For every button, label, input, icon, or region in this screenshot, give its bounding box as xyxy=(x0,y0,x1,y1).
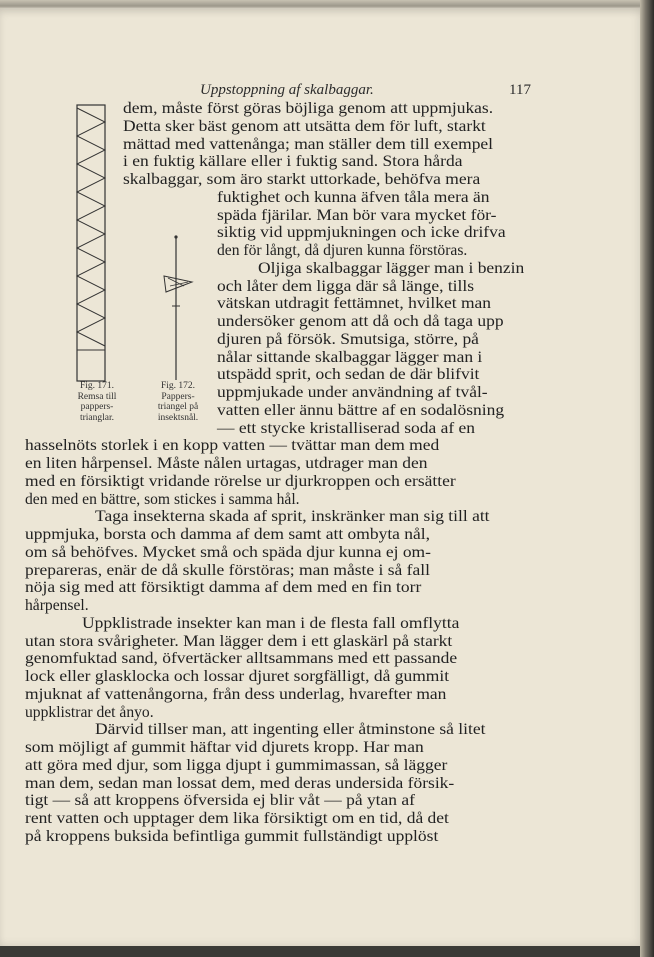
figure-172-caption xyxy=(144,381,212,423)
figure-number: Fig. 172. xyxy=(160,381,196,391)
text-line: Taga insekterna skada af sprit, inskränker man sig till att xyxy=(95,508,490,526)
text-line: djuren på försök. Smutsiga, större, på xyxy=(217,330,479,348)
caption-line: Remsa till xyxy=(77,391,117,402)
caption-line: trianglar. xyxy=(79,412,115,423)
running-header xyxy=(0,82,646,102)
text-line: skalbaggar, som äro starkt uttorkade, behöfva mera xyxy=(123,171,481,188)
text-line: hasselnöts storlek i en kopp vatten — tvättar man dem med xyxy=(25,437,440,455)
text-line: uppmjuka, borsta och damma af dem samt att ombyta nål, xyxy=(25,526,431,543)
text-line: rent vatten och upptager dem lika försiktigt om en tid, då det xyxy=(25,810,449,827)
text-line: späda fjärilar. Man bör vara mycket för- xyxy=(217,206,497,224)
caption-line: pappers- xyxy=(80,402,114,412)
caption-line: Pappers- xyxy=(161,391,195,402)
text-line: — ett stycke kristalliserad soda af en xyxy=(217,419,476,437)
text-line: och låter dem ligga där så länge, tills xyxy=(217,277,475,295)
figure-171-caption xyxy=(72,381,122,423)
caption-line: insektsnål. xyxy=(157,412,199,423)
page-number: 117 xyxy=(509,82,531,98)
text-line: Oljiga skalbaggar lägger man i benzin xyxy=(258,259,525,277)
text-line: den för långt, då djuren kunna förstöras. xyxy=(217,242,468,259)
text-line: Uppklistrade insekter kan man i de flesta fall omflytta xyxy=(82,614,460,632)
text-line: Detta sker bäst genom att utsätta dem för luft, starkt xyxy=(123,117,486,135)
caption-line: triangel på xyxy=(157,402,199,412)
text-line: Därvid tillser man, att ingenting eller åtminstone så litet xyxy=(95,721,486,739)
text-line: vätskan utdragit fettämnet, hvilket man xyxy=(217,295,492,313)
book-page xyxy=(0,8,646,946)
text-line: vatten eller ännu bättre af en sodalösning xyxy=(217,401,505,419)
text-line: att göra med djur, som ligga djupt i gummimassan, så lägger xyxy=(25,756,448,774)
text-line: med en försiktigt vridande rörelse ur djurkroppen och ersätter xyxy=(25,472,456,490)
text-line: i en fuktig källare eller i fuktig sand. Stora hårda xyxy=(123,153,463,171)
text-line: uppmjukade under användning af tvål- xyxy=(217,384,488,401)
text-line: mättad med vattenånga; man ställer dem till exempel xyxy=(123,135,494,153)
text-line: nålar sittande skalbaggar lägger man i xyxy=(217,348,483,366)
text-line: tigt — så att kroppens öfversida ej blir våt — på ytan af xyxy=(25,792,415,810)
text-line: dem, måste först göras böjliga genom att uppmjukas. xyxy=(123,100,494,117)
text-line: nöja sig med att försiktigt damma af dem med en fin torr xyxy=(25,579,422,597)
text-line: lock eller glasklocka och lossar djuret sorgfälligt, då gummit xyxy=(25,668,450,685)
figure-171-strip-illustration xyxy=(76,104,106,384)
running-title: Uppstoppning af skalbaggar. xyxy=(200,82,374,98)
text-line: utspädd sprit, och sedan de där blifvit xyxy=(217,366,480,384)
text-line: siktig vid uppmjukningen och icke drifva xyxy=(217,224,506,242)
figure-172-pin-illustration xyxy=(158,234,198,382)
text-line: hårpensel. xyxy=(25,597,89,614)
text-line: om så behöfves. Mycket små och späda djur kunna ej om- xyxy=(25,543,431,561)
text-line: man dem, sedan man lossat dem, med deras undersida försik- xyxy=(25,774,455,792)
figure-number: Fig. 171. xyxy=(79,381,115,391)
text-line: en liten hårpensel. Måste nålen urtagas, utdrager man den xyxy=(25,455,428,472)
text-line: prepareras, enär de då skulle förstöras; man måste i så fall xyxy=(25,561,430,579)
text-line: den med en bättre, som stickes i samma hål. xyxy=(25,490,300,508)
book-spine xyxy=(640,0,654,957)
text-line: genomfuktad sand, öfvertäcker alltsammans med ett passande xyxy=(25,650,458,668)
text-line: undersöker genom att då och då taga upp xyxy=(217,313,504,330)
text-line: mjuknat af vattenångorna, från dess underlag, hvarefter man xyxy=(25,685,447,703)
text-line: som möjligt af gummit häftar vid djurets kropp. Har man xyxy=(25,739,424,756)
text-line: på kroppens buksida befintliga gummit fullständigt upplöst xyxy=(25,827,439,845)
text-line: fuktighet och kunna äfven tåla mera än xyxy=(217,188,490,206)
text-line: uppklistrar det ånyo. xyxy=(25,703,154,721)
text-line: utan stora svårigheter. Man lägger dem i ett glaskärl på starkt xyxy=(25,632,453,650)
